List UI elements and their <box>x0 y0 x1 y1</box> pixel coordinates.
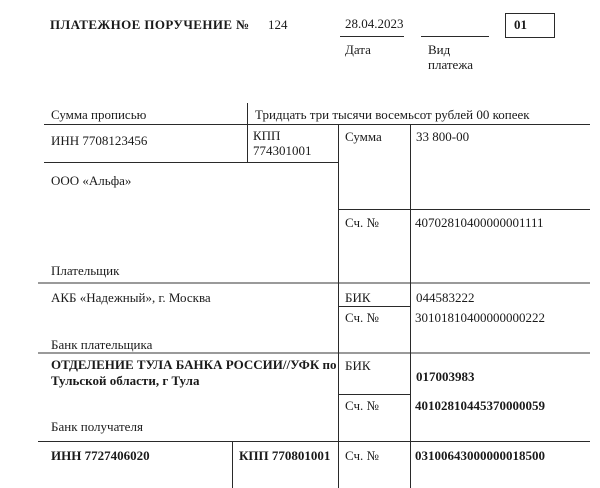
payer-bank-bik-value: 044583222 <box>416 290 475 305</box>
divider-amount-bottom <box>338 209 590 210</box>
document-number: 124 <box>268 17 288 32</box>
document-date-value: 28.04.2023 <box>345 16 404 31</box>
document-title: ПЛАТЕЖНОЕ ПОРУЧЕНИЕ № <box>50 17 250 32</box>
amount-label: Сумма <box>345 129 382 144</box>
payee-bank-section-label: Банк получателя <box>51 419 143 434</box>
divider-payer-section <box>38 282 590 284</box>
payee-bank-account-value: 40102810445370000059 <box>415 398 545 413</box>
date-label: Дата <box>345 42 371 57</box>
vertical-divider-labels-values <box>410 124 411 488</box>
payer-account-label: Сч. № <box>345 215 379 230</box>
divider-payeebank-section <box>38 441 590 442</box>
amount-words-label: Сумма прописью <box>51 107 147 122</box>
amount-words-value: Тридцать три тысячи восемьсот рублей 00 копеек <box>255 107 530 122</box>
payer-kpp: КПП 774301001 <box>253 128 312 158</box>
payer-bank-account-label: Сч. № <box>345 310 379 325</box>
payment-type-underline <box>421 36 489 37</box>
payee-account-value: 03100643000000018500 <box>415 448 545 463</box>
status-code-value: 01 <box>514 17 527 32</box>
amount-value: 33 800-00 <box>416 129 470 144</box>
payer-section-label: Плательщик <box>51 263 120 278</box>
payer-bank-name: АКБ «Надежный», г. Москва <box>51 290 211 305</box>
payee-bank-account-label: Сч. № <box>345 398 379 413</box>
status-code-box <box>505 13 555 38</box>
divider-payerbank-bik-acct <box>338 306 410 307</box>
divider-payerbank-section <box>38 352 590 354</box>
date-underline <box>340 36 404 37</box>
payee-bank-bik-label: БИК <box>345 358 371 373</box>
payee-bank-bik-value: 017003983 <box>416 369 475 384</box>
payer-account-value: 40702810400000001111 <box>415 215 544 230</box>
vertical-divider-payee-inn-kpp <box>232 441 233 488</box>
payee-account-label: Сч. № <box>345 448 379 463</box>
divider-payeebank-bik-acct <box>338 394 410 395</box>
divider-inn-kpp-bottom <box>44 162 338 163</box>
payer-bank-section-label: Банк плательщика <box>51 337 153 352</box>
payer-inn: ИНН 7708123456 <box>51 133 148 148</box>
divider-amount-words-bottom <box>44 124 590 125</box>
payer-bank-bik-label: БИК <box>345 290 371 305</box>
payer-name: ООО «Альфа» <box>51 173 132 188</box>
payer-bank-account-value: 30101810400000000222 <box>415 310 545 325</box>
payee-inn: ИНН 7727406020 <box>51 448 150 463</box>
payee-bank-name: ОТДЕЛЕНИЕ ТУЛА БАНКА РОССИИ//УФК по Тульской области, г Тула <box>51 357 337 388</box>
payment-type-label: Вид платежа <box>428 42 474 72</box>
vertical-divider-words-kpp <box>247 103 248 163</box>
vertical-divider-main <box>338 124 339 488</box>
payee-kpp: КПП 770801001 <box>239 448 331 463</box>
